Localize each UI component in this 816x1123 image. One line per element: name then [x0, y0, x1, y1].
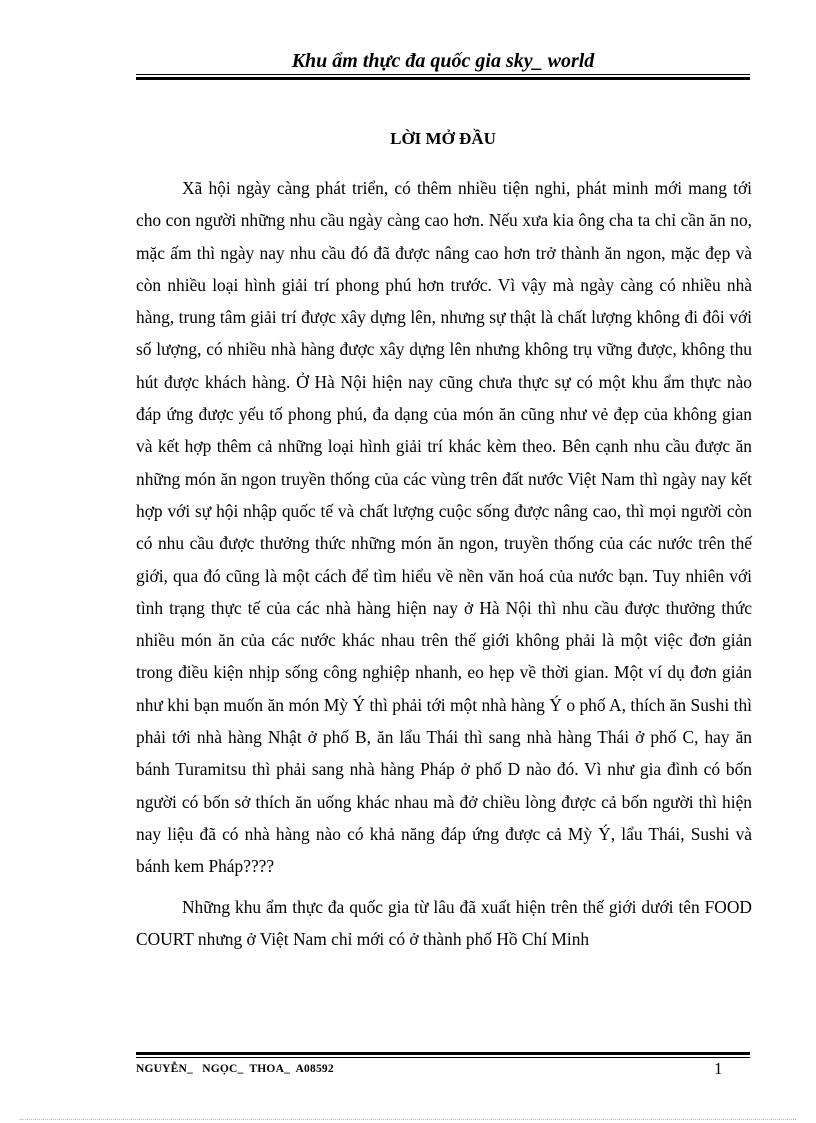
page-number: 1: [714, 1059, 723, 1078]
footer-rule-bottom: [136, 1057, 750, 1058]
footer-rule-top: [136, 1052, 750, 1055]
header-rule-bottom: [136, 77, 750, 80]
body-text: [136, 172, 752, 955]
header-rule-top: [136, 74, 750, 75]
page-bottom-border: [20, 1119, 796, 1120]
footer-author: NGUYỄN_ NGỌC_ THOA_ A08592: [136, 1063, 334, 1075]
running-header-title: Khu ẩm thực đa quốc gia sky_ world: [291, 50, 595, 72]
section-heading: LỜI MỞ ĐẦU: [390, 129, 496, 148]
paragraph-2: Những khu ẩm thực đa quốc gia từ lâu đã xuất hiện trên thế giới dưới tên FOOD COURT nhưng ở Việt Nam chỉ mới có ở thành phố Hồ Chí Minh: [136, 896, 752, 949]
paragraph-1: Xã hội ngày càng phát triển, có thêm nhiều tiện nghi, phát minh mới mang tới cho con người những nhu cầu ngày càng cao hơn. Nếu xưa kia ông cha ta chỉ cần ăn no, mặc ấm thì ngày nay nhu cầu đó đã được nâng cao hơn trở thành ăn ngon, mặc đẹp và còn nhiều loại hình giải trí phong phú hơn trước. Vì vậy mà ngày càng có nhiều nhà hàng, trung tâm giải trí được xây dựng lên, nhưng sự thật là chất lượng không đi đôi với số lượng, có nhiều nhà hàng được xây dựng lên nhưng không trụ vững được, không thu hút được khách hàng. Ở Hà Nội hiện nay cũng chưa thực sự có một khu ẩm thực nào đáp ứng được yếu tố phong phú, đa dạng của món ăn cũng như vẻ đẹp của không gian và kết hợp thêm cả những loại hình giải trí khác kèm theo. Bên cạnh nhu cầu được ăn những món ăn ngon truyền thống của các vùng trên đất nước Việt Nam thì ngày nay kết hợp với sự hội nhập quốc tế và chất lượng cuộc sống được nâng cao, thì mọi người còn có nhu cầu được thưởng thức những món ăn ngon, truyền thống của các nước trên thế giới, qua đó cũng là một cách để tìm hiểu về nền văn hoá của nước bạn. Tuy nhiên với tình trạng thực tế của các nhà hàng hiện nay ở Hà Nội thì nhu cầu được thưởng thức nhiều món ăn của các nước khác nhau trên thế giới không phải là một việc đơn giản trong điều kiện nhịp sống công nghiệp nhanh, eo hẹp về thời gian. Một ví dụ đơn giản như khi bạn muốn ăn món Mỳ Ý thì phải tới một nhà hàng Ý o phố A, thích ăn Sushi thì phải tới nhà hàng Nhật ở phố B, ăn lẩu Thái thì sang nhà hàng Thái ở phố C, hay ăn bánh Turamitsu thì phải sang nhà hàng Pháp ở phố D nào đó. Vì như gia đình có bốn người có bốn sở thích ăn uống khác nhau mà đở chiều lòng được cả bốn người thì hiện nay liệu đã có nhà hàng nào có khả năng đáp ứng được cả Mỳ Ý, lẩu Thái, Sushi và bánh kem Pháp????: [136, 178, 752, 877]
